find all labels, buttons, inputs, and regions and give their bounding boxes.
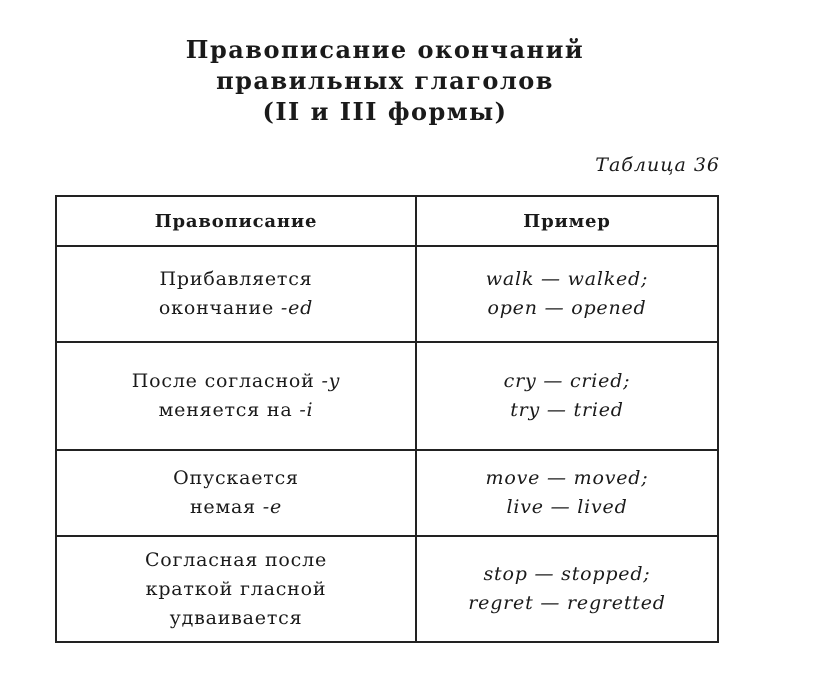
- example-line: stop — stopped;: [483, 563, 651, 585]
- table-row: [56, 342, 718, 450]
- header-spelling: Правописание: [56, 196, 416, 246]
- rule-suffix: -y: [321, 370, 341, 392]
- rule-suffix: -e: [262, 496, 283, 518]
- rule-line: [57, 294, 415, 323]
- example-line: live — lived: [506, 496, 628, 518]
- example-cell: [416, 450, 718, 536]
- table-row: [56, 536, 718, 642]
- rule-text: После согласной: [131, 370, 315, 392]
- rule-line: [57, 396, 415, 425]
- table-number-label: Таблица 36: [595, 154, 720, 176]
- rule-line: [57, 367, 415, 396]
- spelling-rules-table: [55, 195, 719, 643]
- rule-line: Опускается: [173, 467, 299, 489]
- rule-line: удваивается: [169, 606, 303, 629]
- rule-cell: [56, 246, 416, 342]
- rule-text: меняется на: [158, 399, 293, 421]
- page-title: [0, 34, 770, 127]
- example-cell: [416, 342, 718, 450]
- example-cell: [416, 246, 718, 342]
- rule-line: краткой гласной: [145, 577, 327, 600]
- header-example: Пример: [416, 196, 718, 246]
- rule-line: Прибавляется: [159, 268, 313, 290]
- rule-suffix: -ed: [280, 297, 314, 319]
- example-line: regret — regretted: [468, 592, 666, 614]
- example-line: move — moved;: [485, 467, 649, 489]
- example-line: cry — cried;: [503, 370, 631, 392]
- example-line: open — opened: [487, 297, 647, 319]
- rule-cell: [56, 536, 416, 642]
- rule-cell: [56, 342, 416, 450]
- rule-line: [57, 493, 415, 522]
- example-line: walk — walked;: [485, 268, 649, 290]
- rule-text: немая: [189, 496, 256, 518]
- title-line-3: (II и III формы): [262, 97, 508, 126]
- example-cell: [416, 536, 718, 642]
- rule-cell: [56, 450, 416, 536]
- table-header-row: [56, 196, 718, 246]
- table-row: [56, 246, 718, 342]
- title-line-1: Правописание окончаний: [185, 35, 585, 64]
- rule-suffix: -i: [299, 399, 314, 421]
- rule-text: окончание: [158, 297, 274, 319]
- table-row: [56, 450, 718, 536]
- example-line: try — tried: [510, 399, 624, 421]
- rule-line: Согласная после: [144, 548, 328, 571]
- title-line-2: правильных глаголов: [216, 66, 554, 95]
